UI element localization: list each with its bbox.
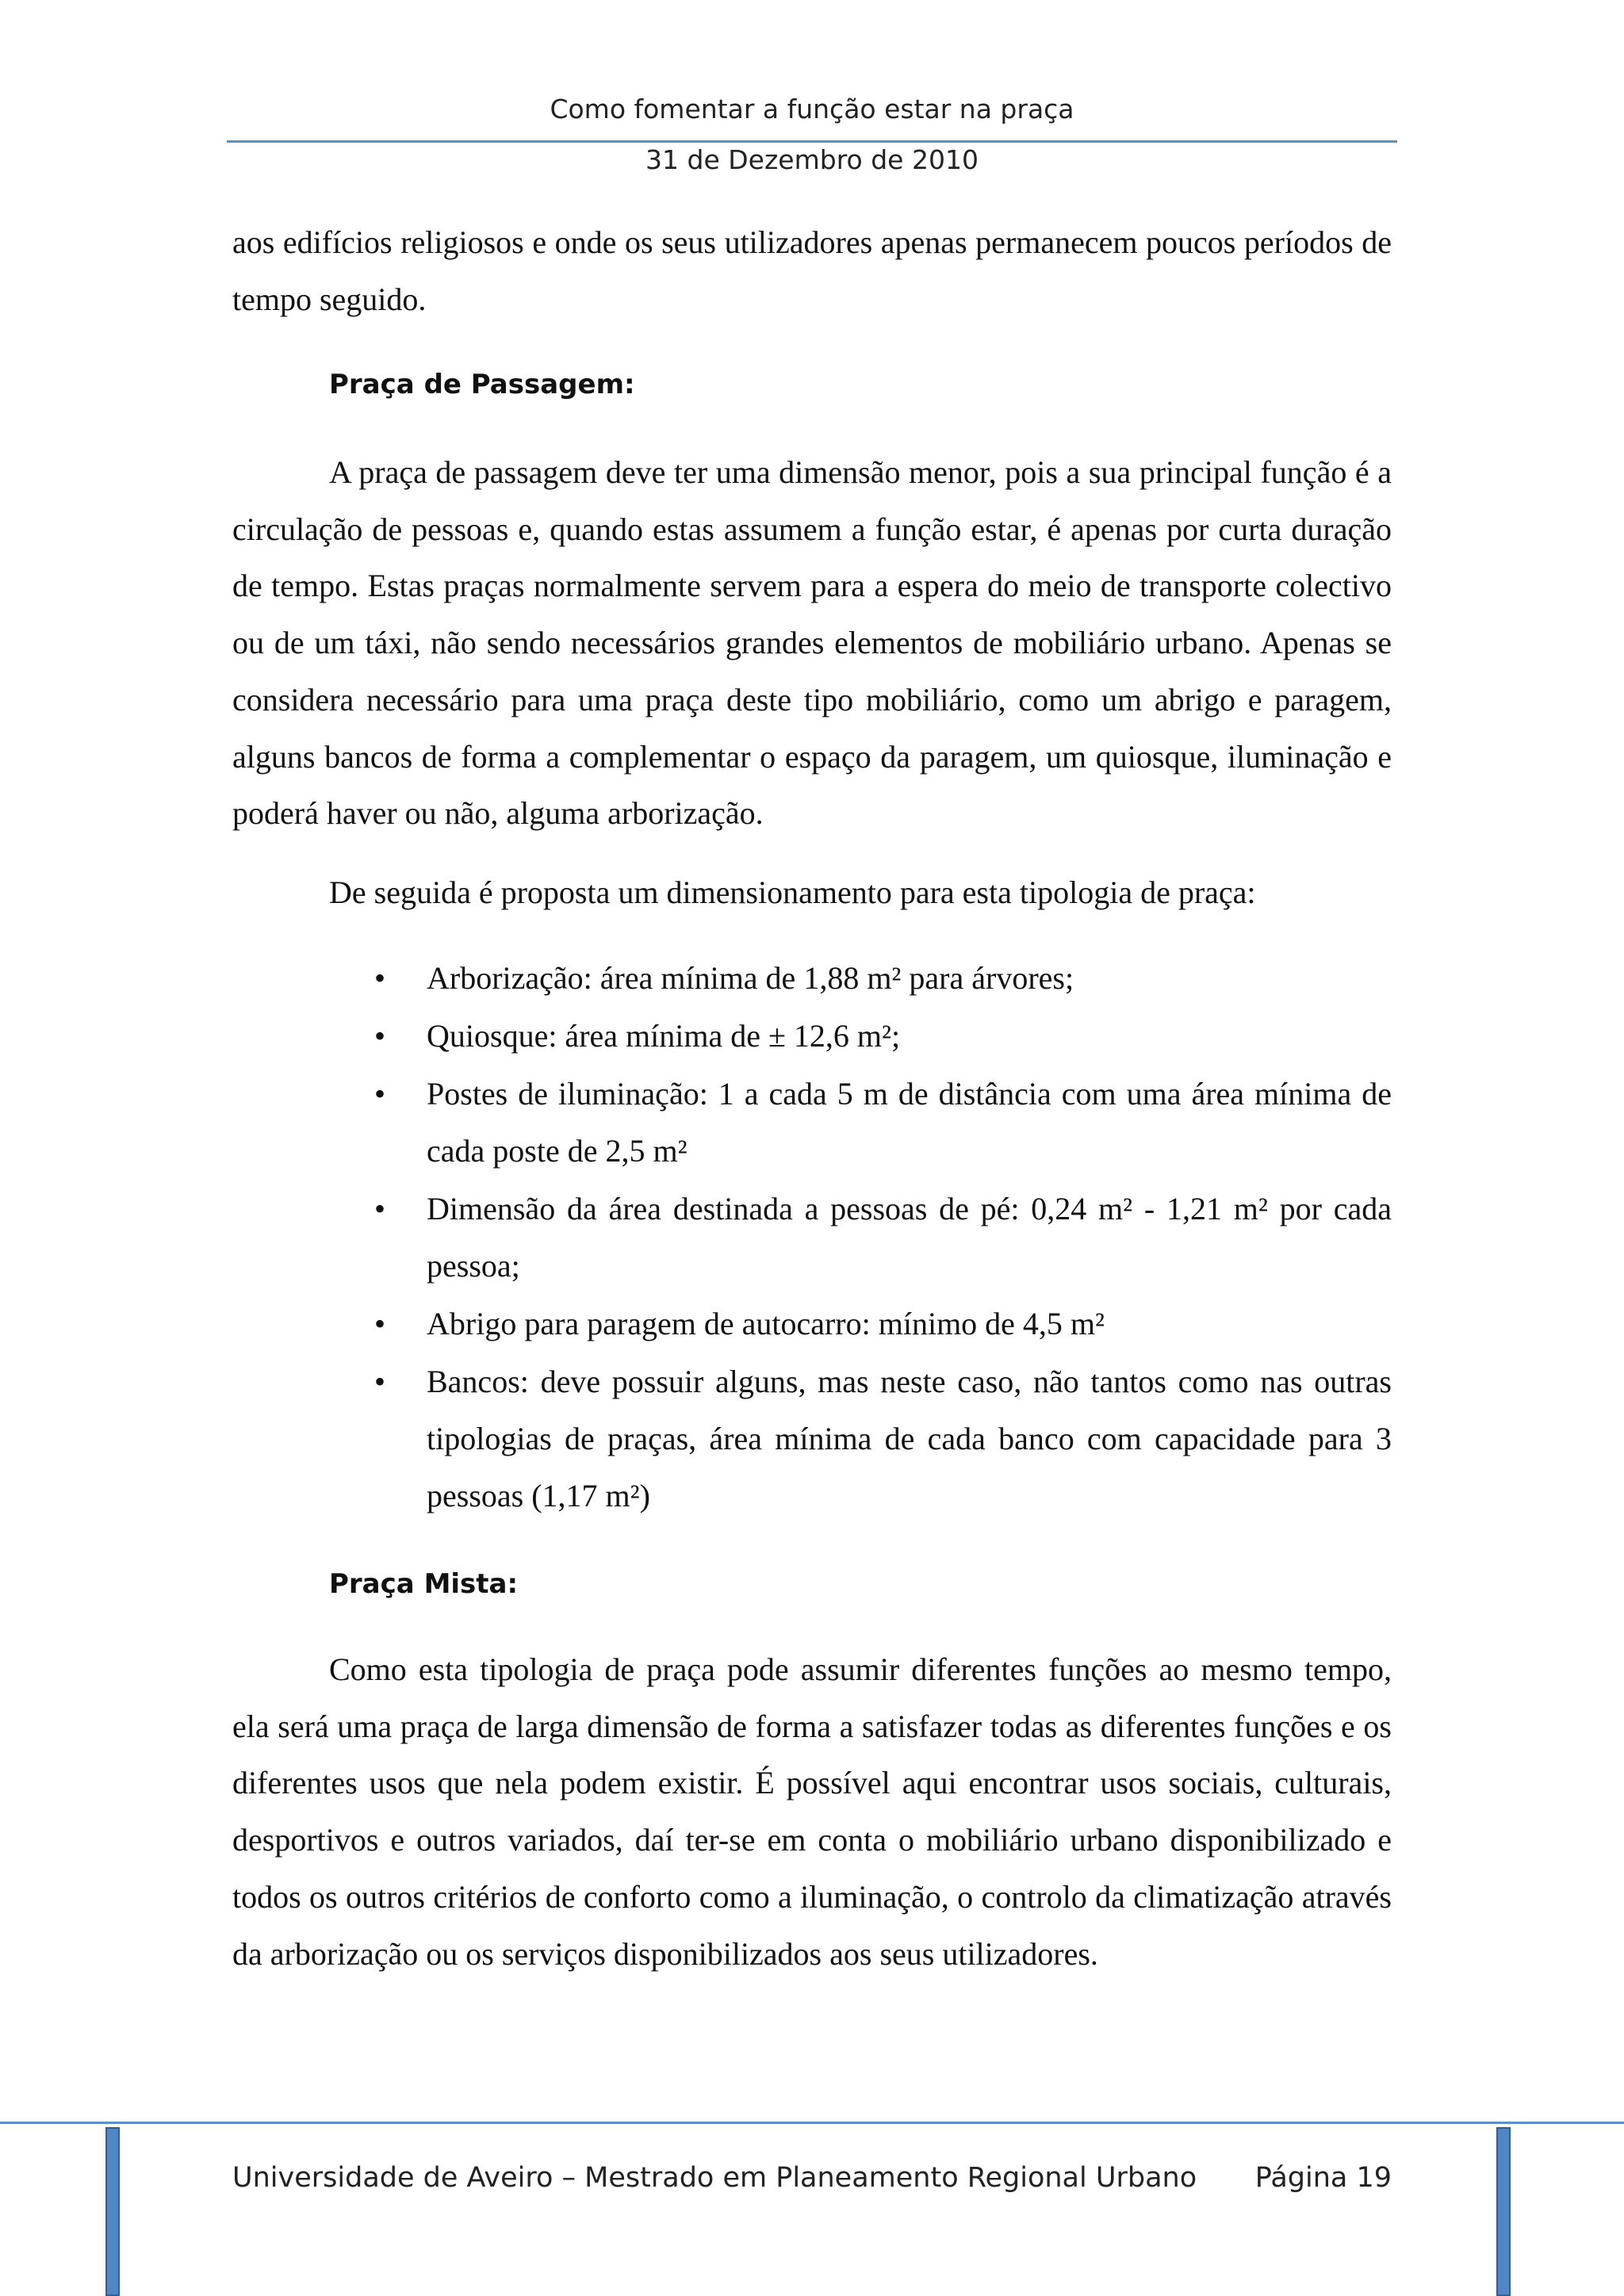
list-item-text: Dimensão da área destinada a pessoas de pé: 0,24 m² - 1,21 m² por cada pessoa; [427,1191,1392,1284]
list-item [232,1008,1392,1065]
list-item-text: Bancos: deve possuir alguns, mas neste caso, não tantos como nas outras tipologias de praças, área mínima de cada banco com capacidade para 3 pessoas (1,17 m²) [427,1364,1392,1513]
list-item-text: Abrigo para paragem de autocarro: mínimo de 4,5 m² [427,1306,1105,1341]
bullet-icon: • [374,1018,386,1054]
page-number: Página 19 [1254,2162,1392,2194]
bullet-icon: • [374,960,386,996]
list-item-text: Quiosque: área mínima de ± 12,6 m²; [427,1018,901,1054]
header-title: Como fomentar a função estar na praça [550,94,1074,124]
section-heading-mista: Praça Mista: [329,1568,519,1600]
footer-institution: Universidade de Aveiro – Mestrado em Planeamento Regional Urbano [232,2162,1197,2194]
bullet-icon: • [374,1191,386,1226]
header-divider [227,140,1397,143]
footer-right-bar [1496,2127,1511,2296]
passagem-lead-sentence: De seguida é proposta um dimensionamento para esta tipologia de praça: [329,874,1256,910]
header-date: 31 de Dezembro de 2010 [645,144,979,175]
passagem-paragraph: A praça de passagem deve ter uma dimensão menor, pois a sua principal função é a circulação de pessoas e, quando estas assumem a função estar, é apenas por curta duração de tempo. Estas praças normalmente servem para a espera do meio de transporte colectivo ou de um táxi, não sendo necessários grandes elementos de mobiliário urbano. Apenas se considera necessário para uma praça deste tipo mobiliário, como um abrigo e paragem, alguns bancos de forma a complementar o espaço da paragem, um quiosque, iluminação e poderá haver ou não, alguma arborização. [232,454,1392,832]
list-item [232,1181,1392,1295]
bullet-icon: • [374,1306,386,1341]
list-item [232,950,1392,1007]
bullet-icon: • [374,1076,386,1112]
list-item [232,1066,1392,1180]
footer-left-bar [105,2127,120,2296]
list-item [232,1295,1392,1353]
dimension-list [232,950,1392,1525]
mista-paragraph: Como esta tipologia de praça pode assumir diferentes funções ao mesmo tempo, ela será uma praça de larga dimensão de forma a satisfazer todas as diferentes funções e os diferentes usos que nela podem existir. É possível aqui encontrar usos sociais, culturais, desportivos e outros variados, daí ter-se em conta o mobiliário urbano disponibilizado e todos os outros critérios de conforto como a iluminação, o controlo da climatização através da arborização ou os serviços disponibilizados aos seus utilizadores. [232,1651,1392,1972]
list-item-text: Postes de iluminação: 1 a cada 5 m de distância com uma área mínima de cada poste de 2,5 m² [427,1076,1392,1169]
footer-divider [0,2122,1624,2124]
bullet-icon: • [374,1364,386,1399]
list-item [232,1353,1392,1525]
intro-continuation-paragraph: aos edifícios religiosos e onde os seus utilizadores apenas permanecem poucos períodos de tempo seguido. [232,224,1392,317]
section-heading-passagem: Praça de Passagem: [329,369,635,400]
list-item-text: Arborização: área mínima de 1,88 m² para árvores; [427,960,1074,996]
